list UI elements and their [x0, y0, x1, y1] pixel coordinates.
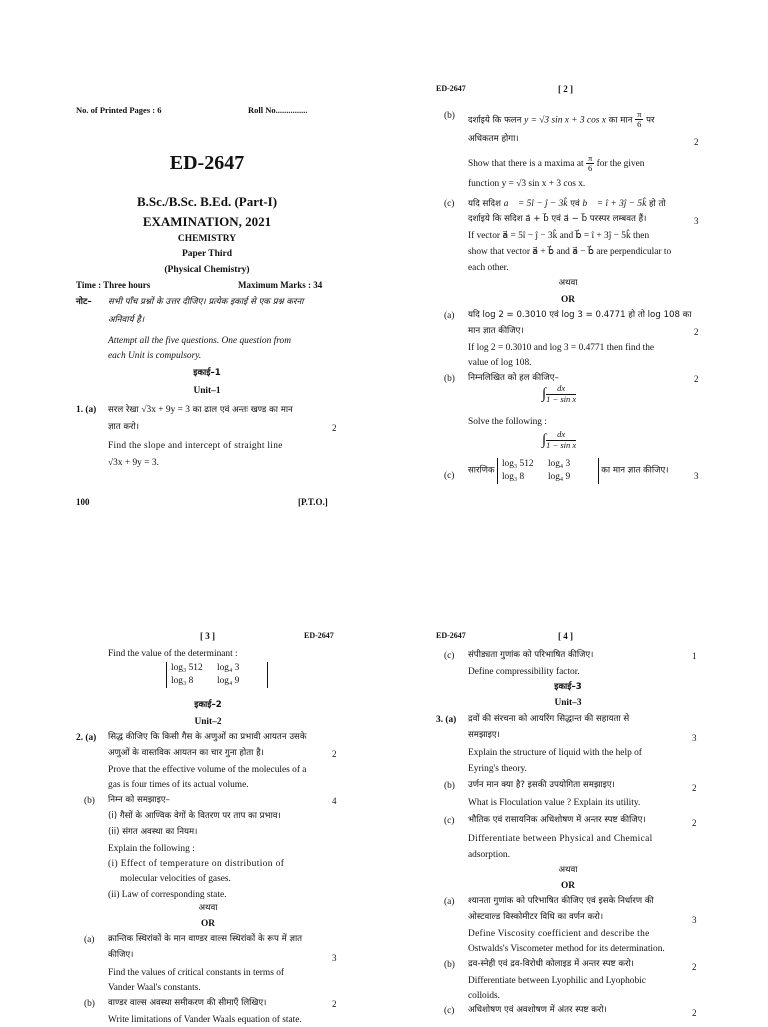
p4-ob-mark: 2	[692, 962, 697, 972]
page3-number: [ 3 ]	[200, 631, 215, 641]
p4-oa-english-2: Ostwalds's Viscometer method for its determination.	[468, 944, 665, 954]
q1-equation: √3x + 9y = 3	[141, 405, 190, 415]
det-cell: log₃ 512	[501, 459, 534, 469]
q3c-english-2: adsorption.	[468, 850, 510, 860]
q2b-label: (b)	[84, 796, 95, 806]
p2-int1-num: dx	[546, 384, 576, 394]
p4-or-english: OR	[560, 881, 576, 891]
p2-b-en-pi: π	[587, 153, 593, 163]
p2-int1-den: 1 − sin x	[546, 393, 577, 404]
p3-ob-english: Write limitations of Vander Waals equation of state.	[108, 1015, 302, 1025]
p3-det-question: Find the value of the determinant :	[108, 649, 238, 659]
p2-b-mark: 2	[694, 137, 699, 147]
p3-or-hindi: अथवा	[198, 903, 218, 913]
p3-oa-english-2: Vander Waal's constants.	[108, 983, 201, 993]
p2-b-hindi-b: का मान	[608, 115, 633, 126]
det-cell: log₃ 8	[501, 472, 525, 483]
page2-code: ED-2647	[436, 84, 466, 93]
q1-english-2: √3x + 9y = 3.	[108, 458, 159, 468]
p2-or-english: OR	[560, 295, 576, 305]
p2-a-label: (a)	[444, 311, 455, 321]
p4-oa-english-1: Define Viscosity coefficient and describe the	[468, 929, 650, 939]
q2b-english-i-2: molecular velocities of gases.	[120, 874, 231, 884]
p4-ob-hindi: द्रव-स्नेही एवं द्रव-विरोधी कोलाइड में अन्तर स्पष्ट करो।	[468, 959, 634, 969]
paper-name: Paper Third	[181, 249, 233, 259]
det-cell: log₃ 8	[171, 676, 194, 687]
unit-1-english: Unit–1	[193, 386, 221, 396]
q3c-hindi: भौतिक एवं रासायनिक अधिशोषण में अन्तर स्पष्ट कीजिए।	[468, 815, 646, 825]
page4-number: [ 4 ]	[558, 631, 573, 641]
subject: CHEMISTRY	[177, 234, 237, 244]
page-1	[76, 100, 338, 520]
q1-label: 1. (a)	[76, 405, 97, 415]
p3-oa-label: (a)	[84, 935, 95, 945]
p2-c-hindi-a: यदि सदिश	[468, 199, 501, 209]
det-cell: log₄ 3	[217, 663, 240, 673]
note-hindi-1: सभी पाँच प्रश्नों के उत्तर दीजिए। प्रत्येक इकाई से एक प्रश्न करना	[108, 297, 304, 307]
q3b-english: What is Floculation value ? Explain its utility.	[468, 798, 641, 808]
q2a-hindi-1: सिद्ध कीजिए कि किसी गैस के अणुओं का प्रभावी आयतन उसके	[108, 732, 307, 742]
p2-a-english-2: value of log 108.	[468, 358, 532, 368]
q1-english-1: Find the slope and intercept of straight line	[108, 441, 283, 451]
q1-hindi-a: सरल रेखा	[108, 405, 139, 415]
unit-3-english: Unit–3	[554, 698, 582, 708]
p4-c-label: (c)	[444, 651, 455, 661]
q2b-hindi: निम्न को समझाइए–	[108, 795, 170, 805]
p2-c-hindi-and: एवं	[570, 199, 580, 209]
p2-b-hindi-a: दर्शाइये कि फलन	[468, 115, 522, 126]
p2-a-hindi-1: यदि log 2 = 0.3010 एवं log 3 = 0.4771 हो तो log 108 का	[468, 310, 692, 320]
roll-no: Roll No...............	[248, 105, 308, 115]
note-english-2: each Unit is compulsory.	[108, 351, 202, 361]
p4-or-hindi: अथवा	[558, 865, 578, 875]
p2-c-english-2: show that vector a⃗ + b⃗ and a⃗ − b⃗ are perpendicular to	[468, 247, 672, 257]
p4-oc-label: (c)	[444, 1006, 455, 1016]
q3b-hindi: उर्णन मान क्या है? इसकी उपयोगिता समझाइए।	[468, 780, 615, 790]
p2-or-hindi: अथवा	[558, 278, 578, 288]
footer-count: 100	[76, 497, 90, 507]
p3-ob-label: (b)	[84, 999, 95, 1009]
exam-title: EXAMINATION, 2021	[142, 214, 272, 229]
p4-c-hindi: संपीड्यता गुणांक को परिभाषित कीजिए।	[468, 650, 594, 660]
p4-ob-label: (b)	[444, 960, 455, 970]
p3-ob-hindi: वाण्डर वाल्स अवस्था समीकरण की सीमाएँ लिखिए।	[108, 998, 267, 1008]
page3-code: ED-2647	[304, 631, 334, 640]
page4-code: ED-2647	[436, 631, 466, 640]
p2-b-english-a: Show that there is a maxima at	[468, 159, 584, 169]
p2-c2-mark: 3	[694, 471, 699, 481]
p2-a-hindi-2: मान ज्ञात कीजिए।	[468, 326, 524, 336]
p2-b2-hindi: निम्नलिखित को हल कीजिए–	[468, 373, 559, 383]
p4-oa-label: (a)	[444, 897, 455, 907]
p2-c2-hindi-a: सारणिक	[468, 465, 495, 476]
q3c-mark: 2	[692, 818, 697, 828]
page-3	[76, 628, 340, 1024]
paper-subtitle: (Physical Chemistry)	[164, 265, 250, 275]
q2a-english-2: gas is four times of its actual volume.	[108, 780, 249, 790]
page-2	[436, 80, 700, 500]
q3b-mark: 2	[692, 783, 697, 793]
p4-oa-hindi-2: ओस्टवाल्ड विस्कोमीटर विधि का वर्णन करो।	[468, 912, 604, 922]
p2-c-label: (c)	[444, 199, 455, 209]
q2b-english: Explain the following :	[108, 844, 195, 854]
p2-b-hindi-2: अधिकतम होगा।	[468, 134, 519, 144]
p2-integral-1: ∫ $\frac{dx}{\text{1 − sin x}}$	[542, 383, 577, 404]
unit-1-hindi: इकाई–1	[193, 368, 221, 378]
max-marks: Maximum Marks : 34	[238, 280, 323, 290]
q2a-hindi-2: अणुओं के वास्तविक आयतन का चार गुना होता है।	[108, 748, 264, 758]
p2-int2-den: 1 − sin x	[546, 439, 577, 450]
det-cell: log₄ 9	[547, 472, 571, 483]
page2-number: [ 2 ]	[558, 84, 573, 94]
q1-hindi-2: ज्ञात करो।	[108, 422, 139, 432]
det-cell: log₃ 512	[171, 663, 203, 673]
p4-oc-mark: 2	[692, 1008, 697, 1018]
p2-b-six: 6	[637, 119, 642, 130]
time-allowed: Time : Three hours	[76, 280, 151, 290]
q2a-mark: 2	[332, 749, 337, 759]
p2-c-mark: 3	[694, 216, 699, 226]
p2-c-vector-b: b⃗ = î + 3ĵ − 5k̂	[582, 199, 647, 209]
page-4	[436, 628, 700, 1024]
p4-c-english: Define compressibility factor.	[468, 667, 580, 677]
q3-label: 3. (a)	[436, 715, 457, 725]
q2b-hindi-ii: (ii) संगत अवस्था का नियम।	[108, 827, 198, 837]
p4-ob-english-1: Differentiate between Lyophilic and Lyophobic	[468, 976, 646, 986]
q1-hindi-b: का ढाल एवं अन्तः खण्ड का मान	[192, 405, 293, 415]
p2-b2-mark: 2	[694, 374, 699, 384]
p2-c2-hindi-b: का मान ज्ञात कीजिए।	[601, 465, 669, 476]
p2-c-hindi-b: हो तो	[648, 199, 666, 209]
p2-b-english-2: function y = √3 sin x + 3 cos x.	[468, 179, 586, 189]
printed-pages: No. of Printed Pages : 6	[76, 105, 162, 115]
q3a-mark: 3	[692, 733, 697, 743]
p2-a-english-1: If log 2 = 0.3010 and log 3 = 0.4771 then find the	[468, 343, 655, 353]
p2-c-english-1: If vector a⃗ = 5î − ĵ − 3k̂ and b⃗ = î + 3ĵ − 5k̂ then	[468, 231, 650, 241]
q3a-english-1: Explain the structure of liquid with the help of	[468, 748, 642, 758]
p2-b-pi: π	[637, 109, 642, 119]
paper-code: ED-2647	[169, 152, 245, 174]
q2-label: 2. (a)	[76, 733, 97, 743]
note-label: नोट–	[76, 297, 92, 307]
q3a-hindi-2: समझाइए।	[468, 730, 500, 740]
p3-oa-hindi-2: कीजिए।	[108, 950, 134, 960]
p2-b2-english: Solve the following :	[468, 417, 547, 427]
p2-b-en-six: 6	[587, 163, 593, 174]
p3-ob-mark: 2	[332, 999, 337, 1009]
p2-b-function: y = √3 sin x + 3 cos x	[524, 115, 606, 126]
unit-2-english: Unit–2	[194, 717, 222, 727]
p3-oa-mark: 3	[332, 953, 337, 963]
p2-integral-2: ∫ $\frac{dx}{\text{1 − sin x}}$	[542, 429, 577, 450]
q2b-english-ii: (ii) Law of corresponding state.	[108, 890, 227, 900]
p2-b-label: (b)	[444, 111, 455, 121]
p3-determinant	[166, 662, 268, 688]
p2-b-english-b: for the given	[596, 159, 645, 169]
q2a-english-1: Prove that the effective volume of the molecules of a	[108, 765, 307, 775]
p4-c-mark: 1	[692, 651, 697, 661]
q2b-mark: 4	[332, 796, 337, 806]
p3-oa-english-1: Find the values of critical constants in terms of	[108, 968, 285, 978]
q2b-english-i-1: (i) Effect of temperature on distribution of	[108, 859, 285, 869]
q2b-hindi-i: (i) गैसों के आण्विक वेगों के वितरण पर ताप का प्रभाव।	[108, 811, 281, 821]
unit-2-hindi: इकाई–2	[194, 700, 222, 710]
p2-c-vector-a: a⃗ = 5î − ĵ − 3k̂	[503, 199, 568, 209]
note-hindi-2: अनिवार्य है।	[108, 315, 145, 325]
det-cell: log₄ 3	[547, 459, 571, 469]
p2-a-mark: 2	[694, 327, 699, 337]
det-cell: log₄ 9	[217, 676, 240, 687]
q3b-label: (b)	[444, 781, 455, 791]
p2-determinant	[497, 458, 599, 484]
q3c-label: (c)	[444, 816, 455, 826]
p4-ob-english-2: colloids.	[468, 991, 501, 1001]
p2-int2-num: dx	[546, 430, 576, 440]
footer-pto: [P.T.O.]	[298, 497, 328, 507]
q1-mark: 2	[332, 423, 337, 433]
p2-b-hindi-c: पर	[646, 115, 655, 126]
q3c-english-1: Differentiate between Physical and Chemical	[468, 834, 653, 844]
p2-b2-label: (b)	[444, 374, 455, 384]
p2-c-english-3: each other.	[468, 263, 509, 273]
p4-oc-hindi: अधिशोषण एवं अवशोषण में अंतर स्पष्ट करो।	[468, 1005, 607, 1015]
q3a-hindi-1: द्रवों की संरचना को आयरिंग सिद्धान्त की सहायता से	[468, 714, 630, 724]
p4-oa-mark: 3	[692, 915, 697, 925]
note-english-1: Attempt all the five questions. One question from	[108, 336, 291, 346]
unit-3-hindi: इकाई–3	[554, 682, 582, 692]
course-title: B.Sc./B.Sc. B.Ed. (Part-I)	[136, 194, 278, 209]
p2-c-hindi-2: दर्शाइये कि सदिश a⃗ + b⃗ एवं a⃗ − b⃗ परस्पर लम्बवत हैं।	[468, 214, 647, 224]
p3-oa-hindi-1: क्रान्तिक स्थिरांकों के मान वाण्डर वाल्स स्थिरांकों के रूप में ज्ञात	[108, 934, 303, 944]
p3-or-english: OR	[200, 919, 216, 929]
p2-c2-label: (c)	[444, 471, 455, 481]
q3a-english-2: Eyring's theory.	[468, 764, 527, 774]
p4-oa-hindi-1: श्यानता गुणांक को परिभाषित कीजिए एवं इसके निर्धारण की	[468, 896, 654, 906]
